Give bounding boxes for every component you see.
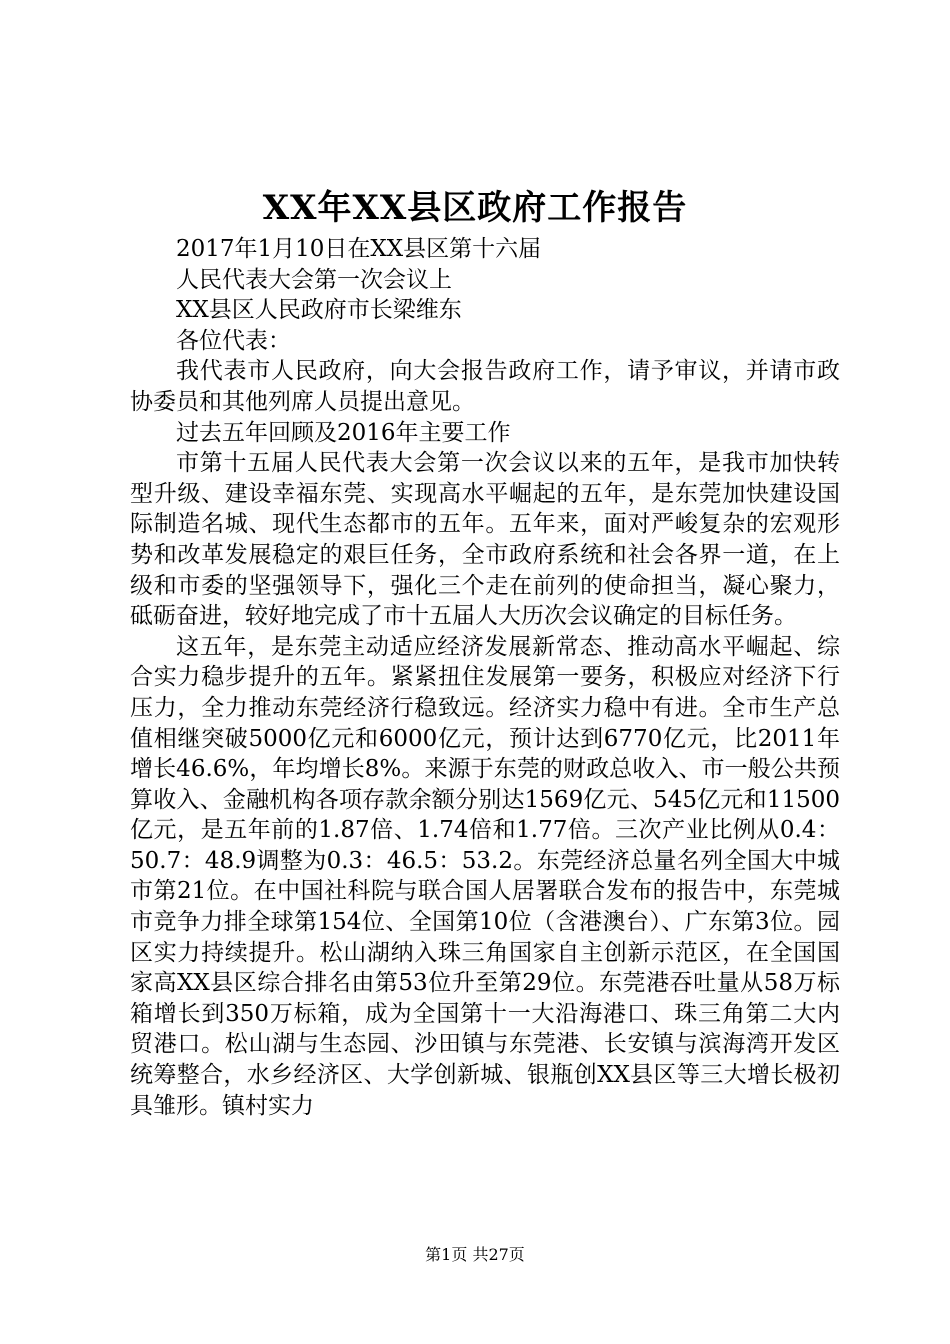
section-heading: 过去五年回顾及2016年主要工作 <box>176 419 511 446</box>
salutation: 各位代表： <box>176 327 291 354</box>
body-paragraph: 市第十五届人民代表大会第一次会议以来的五年，是我市加快转型升级、建设幸福东莞、实现高水平崛起的五年，是东莞加快建设国际制造名城、现代生态都市的五年。五年来，面对严峻复杂的宏观形势和改革发展稳定的艰巨任务，全市政府系统和社会各界一道，在上级和市委的坚强领导下，强化三个走在前列的使命担当，凝心聚力，砥砺奋进，较好地完成了市十五届人大历次会议确定的目标任务。 <box>130 450 840 630</box>
meeting-name-line: 人民代表大会第一次会议上 <box>176 266 452 293</box>
document-title: XX年XX县区政府工作报告 <box>262 188 688 228</box>
meeting-date-line: 2017年1月10日在XX县区第十六届 <box>176 236 542 262</box>
body-paragraph: 这五年，是东莞主动适应经济发展新常态、推动高水平崛起、综合实力稳步提升的五年。紧紧扭住发展第一要务，积极应对经济下行压力，全力推动东莞经济行稳致远。经济实力稳中有进。全市生产总值相继突破5000亿元和6000亿元，预计达到6770亿元，比2011年增长46.6%，年均增长8%。来源于东莞的财政总收入、市一般公共预算收入、金融机构各项存款余额分别达1569亿元、545亿元和11500亿元，是五年前的1.87倍、1.74倍和1.77倍。三次产业比例从0.4：50.7：48.9调整为0.3：46.5：53.2。东莞经济总量名列全国大中城市第21位。在中国社科院与联合国人居署联合发布的报告中，东莞城市竞争力排全球第154位、全国第10位（含港澳台）、广东第3位。园区实力持续提升。松山湖纳入珠三角国家自主创新示范区，在全国国家高XX县区综合排名由第53位升至第29位。东莞港吞吐量从58万标箱增长到350万标箱，成为全国第十一大沿海港口、珠三角第二大内贸港口。松山湖与生态园、沙田镇与东莞港、长安镇与滨海湾开发区统筹整合，水乡经济区、大学创新城、银瓶创XX县区等三大增长极初具雏形。镇村实力 <box>130 633 840 1119</box>
document-body <box>130 234 840 1121</box>
page-number: 第1页 共27页 <box>425 1245 525 1264</box>
speaker-line: XX县区人民政府市长梁维东 <box>176 297 462 324</box>
opening-paragraph: 我代表市人民政府，向大会报告政府工作，请予审议，并请市政协委员和其他列席人员提出意见。 <box>130 358 840 415</box>
